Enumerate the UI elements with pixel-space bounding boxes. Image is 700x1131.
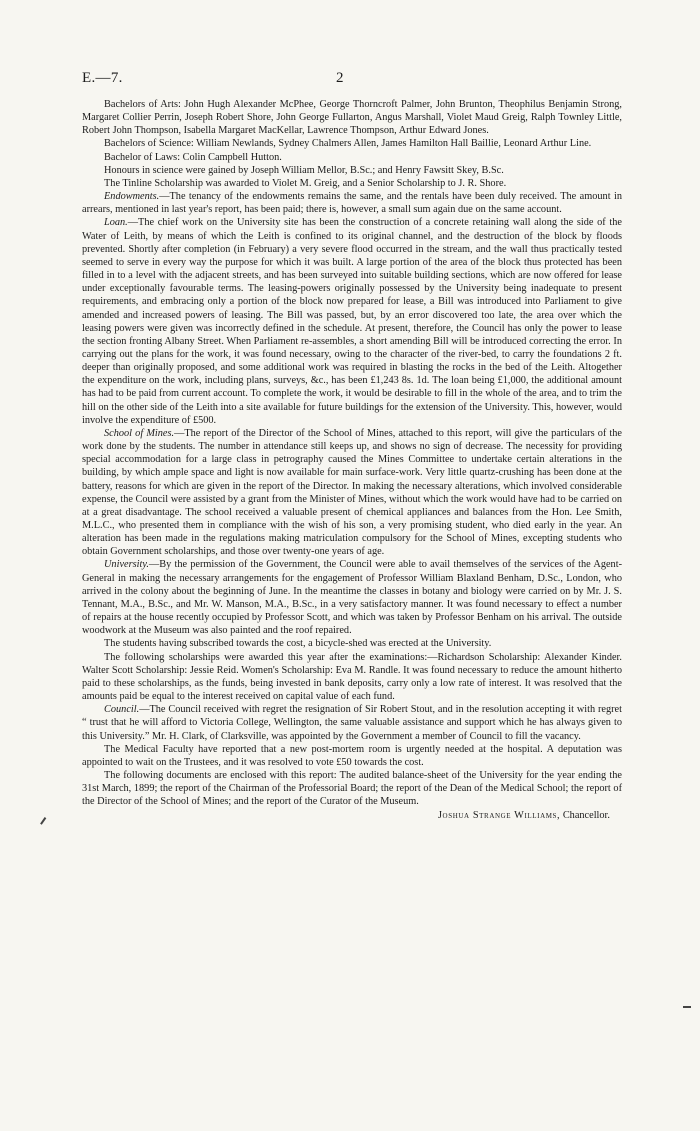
paragraph-tinline-scholarship: The Tinline Scholarship was awarded to Violet M. Greig, and a Senior Scholarship to J. R. Shore. [104,177,507,189]
paragraph-council [82,703,622,742]
section-text-university: —By the permission of the Government, the Council were able to avail themselves of the services of the Agent-General in making the necessary arrangements for the engagement of Professor William Blaxland Benham, D.Sc., London, who arrived in the colony about the beginning of June. In the meantime the classes in botany and biology were carried on by Mr. J. S. Tennant, M.A., B.Sc., and Mr. W. Manson, M.A., B.Sc., in a very satisfactory manner. It was found necessary to effect a number of repairs at the house recently occupied by Professor Scott, and which was taken by Professor Benham on his arrival. The outside woodwork at the Museum was also painted and the roof repaired. [82,559,622,637]
document-body [82,98,622,823]
paragraph-endowments [82,190,622,216]
paragraph-bachelors-of-science: Bachelors of Science: William Newlands, Sydney Chalmers Allen, James Hamilton Hall Baillie, Leonard Arthur Line. [104,138,592,150]
paragraph-honours: Honours in science were gained by Joseph William Mellor, B.Sc.; and Henry Fawsitt Skey, B.Sc. [104,164,504,176]
paragraph-school-of-mines [82,427,622,559]
signature-title: Chancellor. [562,810,610,822]
paragraph-documents-enclosed: The following documents are enclosed with this report: The audited balance-sheet of the University for the year ending the 31st March, 1899; the report of the Chairman of the Professorial Board; the report of the Dean of the Medical School; the report of the Director of the School of Mines; and the report of the Curator of the Museum. [82,769,622,808]
section-heading-council: Council. [104,704,140,716]
section-heading-university: University. [104,559,149,571]
section-heading-loan: Loan. [104,217,128,229]
paragraph-bachelor-of-laws: Bachelor of Laws: Colin Campbell Hutton. [104,151,282,163]
section-text-council: —The Council received with regret the resignation of Sir Robert Stout, and in the resolution accepting it with regret “ trust that he will afford to Victoria College, Wellington, the same valuable assistance and support which he has always given to this University.” Mr. H. Clark, of Clarksville, was appointed by the Government a member of Council to fill the vacancy. [82,704,622,742]
margin-mark-right [683,1006,691,1008]
section-heading-endowments: Endowments. [104,191,160,203]
section-heading-school-of-mines: School of Mines. [104,427,175,439]
document-reference: E.—7. [82,70,123,86]
paragraph-university [82,558,622,637]
paragraph-scholarships: The following scholarships were awarded this year after the examinations:—Richardson Scholarship: Alexander Kinder. Walter Scott Scholarship: Jessie Reid. Women's Scholarship: Eva M. Randle. It was found necessary to reduce the amount hitherto paid to these scholarships, as the funds, being invested in bank deposits, carry only a low rate of interest. It was resolved that the amounts paid be equal to the interest received on capital value of each fund. [82,651,622,703]
margin-mark-left [40,817,46,824]
section-text-endowments: —The tenancy of the endowments remains the same, and the rentals have been duly received. The amount in arrears, mentioned in last year's report, has been paid; there is, however, a small sum again due on the same account. [82,191,622,216]
paragraph-medical-faculty: The Medical Faculty have reported that a new post-mortem room is urgently needed at the hospital. A deputation was appointed to wait on the Trustees, and it was resolved to vote £50 towards the cost. [82,743,622,768]
page-number: 2 [336,70,344,86]
signature-name: Joshua Strange Williams, [437,810,561,822]
paragraph-bachelors-of-arts: Bachelors of Arts: John Hugh Alexander McPhee, George Thorncroft Palmer, John Brunton, Theophilus Benjamin Strong, Margaret Collier Perrin, Joseph Robert Shore, John George Fullarton, Angus Marshall, Violet Maud Greig, Ralph Townley Little, Robert John Thompson, Isabella Margaret MacKellar, Lawrence Thompson, Arthur Edward Jones. [82,99,622,137]
paragraph-loan [82,216,622,427]
paragraph-bicycle-shed: The students having subscribed towards the cost, a bicycle-shed was erected at the University. [104,638,492,650]
section-text-school-of-mines: —The report of the Director of the School of Mines, attached to this report, will give the particulars of the work done by the students. The number in attendance still keeps up, and shows no sign of decrease. The necessity for providing special accommodation for a large class in petrography caused the Mines Committee to undertake certain alterations in the building, by which ample space and light is now available for main surface-work. Very little quartz-crushing has been done at the battery, reasons for which are given in the report of the Director. In making the necessary alterations, which involved considerable expense, the Council were assisted by a grant from the Minister of Mines, without which the work would have had to be carried on at a great disadvantage. The school received a valuable present of chemical appliances and balances from the Hon. Lee Smith, M.L.C., who presented them in compliance with the wish of his son, a very promising student, who died early in the year. An alteration has been made in the regulations making matriculation compulsory for the School of Mines, excepting students who obtain Government scholarships, and those over twenty-one years of age. [82,427,623,558]
signature-line [82,809,622,822]
section-text-loan: —The chief work on the University site has been the construction of a concrete retaining wall along the side of the Water of Leith, by means of which the Leith is confined to its original channel, and the destruction of the block by floods prevented. Shortly after completion (in February) a very severe flood occurred in the stream, and the wall thus practically tested seemed to serve in every way the purpose for which it was built. A large portion of the area of the block thus protected has been filled in to a level with the adjacent streets, and has been surveyed into suitable building sections, which are now offered for lease under exceptionally favourable terms. The leasing-powers originally possessed by the University being inadequate to present requirements, and embracing only a portion of the block now prepared for lease, a Bill was introduced into Parliament to give amended and increased powers of leasing. The Bill was passed, but, by an error discovered too late, the area over which the leasing powers were given was incorrectly defined in the schedule. At present, therefore, the Council has only the power to lease the section fronting Albany Street. When Parliament re-assembles, a short amending Bill will be introduced correcting the error. In carrying out the plans for the work, it was found necessary, owing to the character of the river-bed, to carry the foundations 2 ft. deeper than originally proposed, and some additional work was required in blasting the rocks in the bed of the Leith. Altogether the expenditure on the work, including plans, surveys, &c., has been £1,243 8s. 1d. The loan being £1,000, the additional amount has had to be paid from current account. To complete the work, it would be desirable to fill in the whole of the area, and to trim the hill on the other side of the Leith into a site available for future buildings for the extension of the University. This, however, would involve the expenditure of £500. [82,217,622,426]
